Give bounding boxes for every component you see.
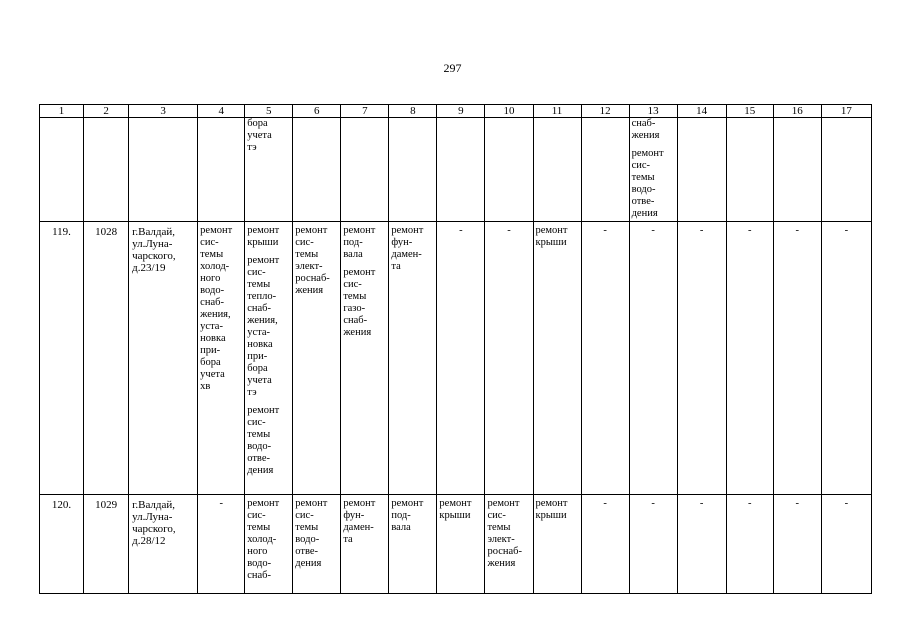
table-cell <box>485 494 533 593</box>
cell-text: - <box>795 497 799 509</box>
cell-text: 1029 <box>95 498 118 511</box>
table-cell <box>629 118 677 222</box>
cell-text: г.Валдай, ул.Луна- чарского, д.23/19 <box>132 226 176 275</box>
cell-text: ремонт фун- дамен- та <box>391 225 424 273</box>
table-cell <box>389 118 437 222</box>
cell-text: г.Валдай, ул.Луна- чарского, д.28/12 <box>132 498 176 547</box>
table-row <box>40 118 872 222</box>
table-cell <box>629 222 677 495</box>
column-header: 11 <box>533 105 581 118</box>
column-header: 8 <box>389 105 437 118</box>
table-cell <box>485 118 533 222</box>
table-cell <box>129 118 198 222</box>
table-cell <box>293 494 341 593</box>
column-header: 17 <box>821 105 871 118</box>
cell-text: - <box>844 497 849 509</box>
table-row <box>40 222 872 495</box>
cell-text: - <box>699 497 704 509</box>
table-cell <box>726 118 773 222</box>
table-cell <box>389 494 437 593</box>
table-cell <box>821 118 871 222</box>
cell-text: ремонт крыши <box>247 225 280 249</box>
cell-text: 119. <box>52 226 71 239</box>
table-cell <box>198 222 245 495</box>
cell-text: - <box>747 225 752 237</box>
cell-text: - <box>795 225 799 237</box>
table-cell <box>437 222 485 495</box>
cell-text: ремонт сис- темы элект- роснаб- жения <box>487 497 522 569</box>
cell-text: ремонт под- вала <box>391 497 424 533</box>
cell-text: - <box>651 497 655 509</box>
table-cell <box>821 494 871 593</box>
cell-text: - <box>603 225 607 237</box>
table-cell <box>341 222 389 495</box>
table-cell <box>821 222 871 495</box>
table-cell <box>629 494 677 593</box>
table-cell <box>198 118 245 222</box>
cell-text: ремонт фун- дамен- та <box>343 497 376 545</box>
cell-text: - <box>699 225 704 237</box>
cell-text: 120. <box>51 498 72 511</box>
cell-text: ремонт сис- темы водо- отве- дения <box>631 148 664 220</box>
table-cell <box>245 118 293 222</box>
table-cell <box>677 118 726 222</box>
cell-text: - <box>603 497 607 509</box>
table-cell <box>40 494 84 593</box>
column-header: 4 <box>198 105 245 118</box>
table-cell <box>726 494 773 593</box>
table-cell <box>581 118 629 222</box>
table-cell <box>293 118 341 222</box>
cell-text: ремонт сис- темы холод- ного водо- снаб- жения, уста- новка при- бора учета хв <box>200 225 233 393</box>
cell-text: - <box>459 225 463 237</box>
cell-text: бора учета тэ <box>247 118 272 154</box>
table-cell <box>533 222 581 495</box>
cell-text: ремонт под- вала <box>343 225 376 261</box>
column-header: 10 <box>485 105 533 118</box>
table-cell <box>773 118 821 222</box>
table-cell <box>341 118 389 222</box>
table-cell <box>84 118 129 222</box>
cell-text: ремонт сис- темы водо- отве- дения <box>295 497 328 569</box>
cell-text: снаб- жения <box>631 118 660 142</box>
cell-text: - <box>507 225 511 237</box>
cell-text: ремонт крыши <box>439 497 472 521</box>
column-header: 7 <box>341 105 389 118</box>
column-header: 13 <box>629 105 677 118</box>
cell-text: - <box>219 497 223 509</box>
cell-text: - <box>747 497 752 509</box>
column-header: 14 <box>677 105 726 118</box>
table-cell <box>84 494 129 593</box>
table-cell <box>773 494 821 593</box>
column-header: 2 <box>84 105 129 118</box>
column-header: 5 <box>245 105 293 118</box>
cell-text: ремонт сис- темы тепло- снаб- жения, уста- новка при- бора учета тэ <box>247 255 280 399</box>
table-row <box>40 494 872 593</box>
cell-text: ремонт крыши <box>535 225 568 249</box>
table-cell <box>533 118 581 222</box>
cell-text: ремонт сис- темы элект- роснаб- жения <box>295 225 330 297</box>
cell-text: ремонт сис- темы водо- отве- дения <box>247 405 280 477</box>
table-cell <box>726 222 773 495</box>
table-cell <box>533 494 581 593</box>
table-cell <box>129 222 198 495</box>
table-cell <box>245 494 293 593</box>
table-cell <box>485 222 533 495</box>
cell-text: ремонт сис- темы газо- снаб- жения <box>343 267 376 339</box>
cell-text: 1028 <box>95 226 118 239</box>
table-cell <box>581 222 629 495</box>
repair-schedule-table <box>39 104 872 594</box>
header-row <box>40 105 872 118</box>
table-cell <box>437 118 485 222</box>
table-cell <box>677 222 726 495</box>
column-header: 12 <box>581 105 629 118</box>
column-header: 3 <box>129 105 198 118</box>
cell-text: - <box>651 225 655 237</box>
column-header: 15 <box>726 105 773 118</box>
table-cell <box>84 222 129 495</box>
column-header: 16 <box>773 105 821 118</box>
column-header: 1 <box>40 105 84 118</box>
table-cell <box>198 494 245 593</box>
cell-text: - <box>844 225 849 237</box>
table-cell <box>389 222 437 495</box>
table-cell <box>40 222 84 495</box>
table-cell <box>129 494 198 593</box>
table-cell <box>293 222 341 495</box>
table-cell <box>773 222 821 495</box>
column-header: 9 <box>437 105 485 118</box>
table-cell <box>341 494 389 593</box>
cell-text: ремонт крыши <box>535 497 568 521</box>
table-cell <box>245 222 293 495</box>
column-header: 6 <box>293 105 341 118</box>
cell-text: ремонт сис- темы холод- ного водо- снаб- <box>247 497 280 581</box>
page-number: 297 <box>443 61 462 75</box>
table-cell <box>677 494 726 593</box>
table-cell <box>437 494 485 593</box>
table-cell <box>581 494 629 593</box>
table-cell <box>40 118 84 222</box>
